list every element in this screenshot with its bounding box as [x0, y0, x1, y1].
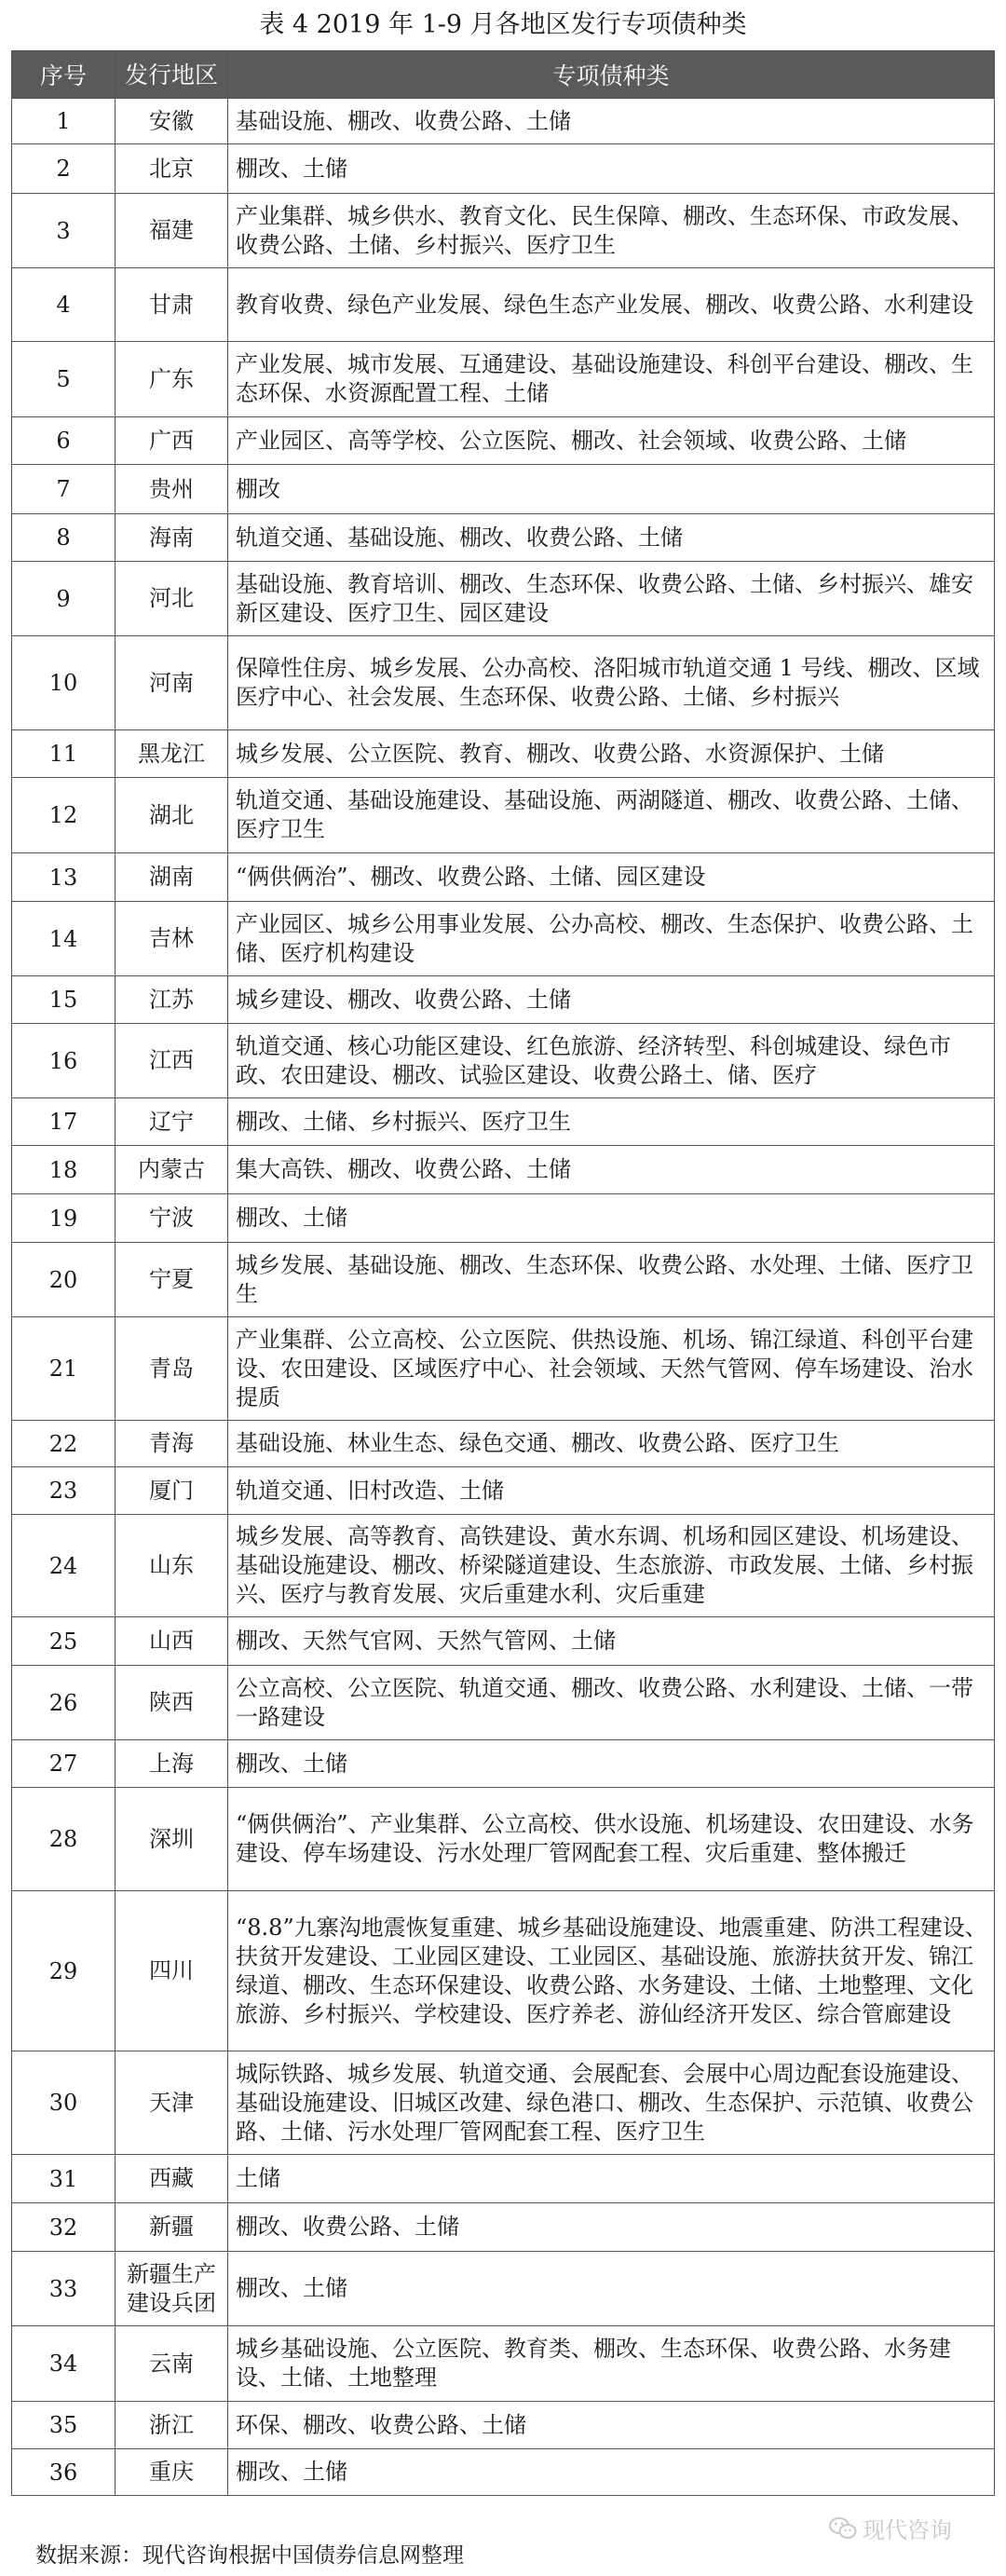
table-row	[12, 1024, 995, 1098]
table-row	[12, 778, 995, 853]
row-bond-types: 基础设施、教育培训、棚改、生态环保、收费公路、土储、乡村振兴、雄安新区建设、医疗卫生、园区建设	[228, 562, 995, 636]
row-bond-types: 棚改、土储	[228, 1740, 995, 1788]
table-row	[12, 1515, 995, 1617]
row-serial-number: 15	[12, 976, 116, 1024]
table-body	[12, 99, 995, 2496]
row-region: 西藏	[116, 2155, 228, 2203]
row-serial-number: 7	[12, 465, 116, 514]
row-bond-types: 轨道交通、基础设施、棚改、收费公路、土储	[228, 514, 995, 562]
row-serial-number: 13	[12, 853, 116, 902]
row-bond-types: 轨道交通、核心功能区建设、红色旅游、经济转型、科创城建设、绿色市政、农田建设、棚改、试验区建设、收费公路土、储、医疗	[228, 1024, 995, 1098]
row-serial-number: 27	[12, 1740, 116, 1788]
row-bond-types: 城乡发展、公立医院、教育、棚改、收费公路、水资源保护、土储	[228, 730, 995, 778]
table-row	[12, 636, 995, 730]
row-bond-types: 保障性住房、城乡发展、公办高校、洛阳城市轨道交通 1 号线、棚改、区域医疗中心、社会发展、生态环保、收费公路、土储、乡村振兴	[228, 636, 995, 730]
row-serial-number: 16	[12, 1024, 116, 1098]
row-region: 贵州	[116, 465, 228, 514]
row-bond-types: 土储	[228, 2155, 995, 2203]
row-serial-number: 3	[12, 194, 116, 268]
row-serial-number: 14	[12, 902, 116, 976]
row-region: 黑龙江	[116, 730, 228, 778]
row-bond-types: 集大高铁、棚改、收费公路、土储	[228, 1146, 995, 1194]
row-region: 厦门	[116, 1467, 228, 1515]
header-region: 发行地区	[116, 51, 228, 99]
row-region: 宁夏	[116, 1243, 228, 1317]
row-region: 江苏	[116, 976, 228, 1024]
row-serial-number: 29	[12, 1891, 116, 2051]
row-region: 陕西	[116, 1666, 228, 1740]
table-row	[12, 1891, 995, 2051]
row-bond-types: “俩供俩治”、产业集群、公立高校、供水设施、机场建设、农田建设、水务建设、停车场建设、污水处理厂管网配套工程、灾后重建、整体搬迁	[228, 1788, 995, 1891]
row-bond-types: 产业集群、城乡供水、教育文化、民生保障、棚改、生态环保、市政发展、收费公路、土储、乡村振兴、医疗卫生	[228, 194, 995, 268]
row-bond-types: 棚改、土储	[228, 2449, 995, 2496]
table-row	[12, 1666, 995, 1740]
row-serial-number: 12	[12, 778, 116, 853]
row-region: 天津	[116, 2051, 228, 2155]
table-row	[12, 1788, 995, 1891]
row-serial-number: 25	[12, 1617, 116, 1666]
table-row	[12, 562, 995, 636]
row-bond-types: 基础设施、棚改、收费公路、土储	[228, 99, 995, 144]
table-row	[12, 1317, 995, 1421]
table-row	[12, 268, 995, 342]
row-region: 海南	[116, 514, 228, 562]
row-serial-number: 9	[12, 562, 116, 636]
table-row	[12, 1098, 995, 1146]
row-bond-types: 棚改、土储	[228, 1194, 995, 1243]
row-serial-number: 22	[12, 1421, 116, 1467]
table-row	[12, 902, 995, 976]
header-serial-number: 序号	[12, 51, 116, 99]
row-serial-number: 1	[12, 99, 116, 144]
row-region: 安徽	[116, 99, 228, 144]
table-row	[12, 2326, 995, 2402]
row-region: 广西	[116, 417, 228, 465]
table-row	[12, 2051, 995, 2155]
row-serial-number: 10	[12, 636, 116, 730]
row-bond-types: 基础设施、林业生态、绿色交通、棚改、收费公路、医疗卫生	[228, 1421, 995, 1467]
row-region: 吉林	[116, 902, 228, 976]
row-serial-number: 17	[12, 1098, 116, 1146]
row-bond-types: 产业集群、公立高校、公立医院、供热设施、机场、锦江绿道、科创平台建设、农田建设、区域医疗中心、社会领域、天然气管网、停车场建设、治水提质	[228, 1317, 995, 1421]
row-serial-number: 6	[12, 417, 116, 465]
table-row	[12, 2252, 995, 2326]
watermark-text: 现代咨询	[863, 2517, 952, 2543]
row-region: 重庆	[116, 2449, 228, 2496]
table-header-row	[12, 51, 995, 99]
row-bond-types: 城乡建设、棚改、收费公路、土储	[228, 976, 995, 1024]
row-region: 福建	[116, 194, 228, 268]
row-serial-number: 35	[12, 2402, 116, 2449]
table-row	[12, 853, 995, 902]
row-serial-number: 4	[12, 268, 116, 342]
row-region: 广东	[116, 342, 228, 417]
row-bond-types: 产业园区、高等学校、公立医院、棚改、社会领域、收费公路、土储	[228, 417, 995, 465]
row-region: 青海	[116, 1421, 228, 1467]
row-region: 北京	[116, 144, 228, 194]
row-serial-number: 32	[12, 2203, 116, 2252]
table-row	[12, 1467, 995, 1515]
table-row	[12, 514, 995, 562]
special-bond-table	[11, 50, 995, 2496]
row-serial-number: 34	[12, 2326, 116, 2402]
table-row	[12, 144, 995, 194]
row-bond-types: 城际铁路、城乡发展、轨道交通、会展配套、会展中心周边配套设施建设、基础设施建设、旧城区改建、绿色港口、棚改、生态保护、示范镇、收费公路、土储、污水处理厂管网配套工程、医疗卫生	[228, 2051, 995, 2155]
row-bond-types: 产业园区、城乡公用事业发展、公办高校、棚改、生态保护、收费公路、土储、医疗机构建设	[228, 902, 995, 976]
table-row	[12, 1421, 995, 1467]
row-region: 山东	[116, 1515, 228, 1617]
table-row	[12, 1740, 995, 1788]
header-bond-types: 专项债种类	[228, 51, 995, 99]
row-bond-types: 城乡发展、基础设施、棚改、生态环保、收费公路、水处理、土储、医疗卫生	[228, 1243, 995, 1317]
row-bond-types: 棚改、天然气官网、天然气管网、土储	[228, 1617, 995, 1666]
row-bond-types: 城乡发展、高等教育、高铁建设、黄水东调、机场和园区建设、机场建设、基础设施建设、棚改、桥梁隧道建设、生态旅游、市政发展、土储、乡村振兴、医疗与教育发展、灾后重建水利、灾后重建	[228, 1515, 995, 1617]
table-row	[12, 2155, 995, 2203]
watermark	[829, 2512, 952, 2544]
row-bond-types: “8.8”九寨沟地震恢复重建、城乡基础设施建设、地震重建、防洪工程建设、扶贫开发建设、工业园区建设、工业园区、基础设施、旅游扶贫开发、锦江绿道、棚改、生态环保建设、收费公路、水务建设、土储、土地整理、文化旅游、乡村振兴、学校建设、医疗养老、游仙经济开发区、综合管廊建设	[228, 1891, 995, 2051]
row-serial-number: 31	[12, 2155, 116, 2203]
table-row	[12, 1194, 995, 1243]
row-serial-number: 2	[12, 144, 116, 194]
row-bond-types: “俩供俩治”、棚改、收费公路、土储、园区建设	[228, 853, 995, 902]
row-region: 江西	[116, 1024, 228, 1098]
row-serial-number: 18	[12, 1146, 116, 1194]
row-region: 湖北	[116, 778, 228, 853]
row-region: 新疆	[116, 2203, 228, 2252]
row-bond-types: 公立高校、公立医院、轨道交通、棚改、收费公路、水利建设、土储、一带一路建设	[228, 1666, 995, 1740]
row-region: 辽宁	[116, 1098, 228, 1146]
row-serial-number: 24	[12, 1515, 116, 1617]
row-serial-number: 36	[12, 2449, 116, 2496]
row-region: 青岛	[116, 1317, 228, 1421]
row-serial-number: 28	[12, 1788, 116, 1891]
row-bond-types: 棚改、土储、乡村振兴、医疗卫生	[228, 1098, 995, 1146]
wechat-icon	[829, 2516, 857, 2541]
data-source-note: 数据来源：现代咨询根据中国债券信息网整理	[35, 2543, 464, 2568]
row-bond-types: 轨道交通、基础设施建设、基础设施、两湖隧道、棚改、收费公路、土储、医疗卫生	[228, 778, 995, 853]
row-serial-number: 21	[12, 1317, 116, 1421]
row-serial-number: 19	[12, 1194, 116, 1243]
row-bond-types: 棚改、土储	[228, 2252, 995, 2326]
row-region: 河北	[116, 562, 228, 636]
row-region: 浙江	[116, 2402, 228, 2449]
row-region: 宁波	[116, 1194, 228, 1243]
row-region: 山西	[116, 1617, 228, 1666]
table-row	[12, 342, 995, 417]
row-serial-number: 30	[12, 2051, 116, 2155]
row-serial-number: 5	[12, 342, 116, 417]
row-region: 河南	[116, 636, 228, 730]
row-region: 云南	[116, 2326, 228, 2402]
row-bond-types: 环保、棚改、收费公路、土储	[228, 2402, 995, 2449]
row-serial-number: 23	[12, 1467, 116, 1515]
row-serial-number: 8	[12, 514, 116, 562]
table-row	[12, 1146, 995, 1194]
row-bond-types: 棚改	[228, 465, 995, 514]
row-region: 四川	[116, 1891, 228, 2051]
row-bond-types: 棚改、收费公路、土储	[228, 2203, 995, 2252]
table-row	[12, 465, 995, 514]
table-row	[12, 1617, 995, 1666]
table-row	[12, 976, 995, 1024]
row-region: 湖南	[116, 853, 228, 902]
row-bond-types: 产业发展、城市发展、互通建设、基础设施建设、科创平台建设、棚改、生态环保、水资源配置工程、土储	[228, 342, 995, 417]
row-bond-types: 城乡基础设施、公立医院、教育类、棚改、生态环保、收费公路、水务建设、土储、土地整理	[228, 2326, 995, 2402]
row-serial-number: 11	[12, 730, 116, 778]
table-row	[12, 730, 995, 778]
table-row	[12, 1243, 995, 1317]
row-bond-types: 棚改、土储	[228, 144, 995, 194]
row-region: 深圳	[116, 1788, 228, 1891]
row-region: 新疆生产建设兵团	[116, 2252, 228, 2326]
row-serial-number: 26	[12, 1666, 116, 1740]
table-row	[12, 2449, 995, 2496]
row-serial-number: 33	[12, 2252, 116, 2326]
row-bond-types: 轨道交通、旧村改造、土储	[228, 1467, 995, 1515]
table-row	[12, 2402, 995, 2449]
row-region: 甘肃	[116, 268, 228, 342]
row-region: 内蒙古	[116, 1146, 228, 1194]
row-bond-types: 教育收费、绿色产业发展、绿色生态产业发展、棚改、收费公路、水利建设	[228, 268, 995, 342]
table-row	[12, 417, 995, 465]
table-title: 表 4 2019 年 1-9 月各地区发行专项债种类	[259, 10, 747, 39]
row-region: 上海	[116, 1740, 228, 1788]
row-serial-number: 20	[12, 1243, 116, 1317]
table-row	[12, 2203, 995, 2252]
table-row	[12, 99, 995, 144]
table-row	[12, 194, 995, 268]
